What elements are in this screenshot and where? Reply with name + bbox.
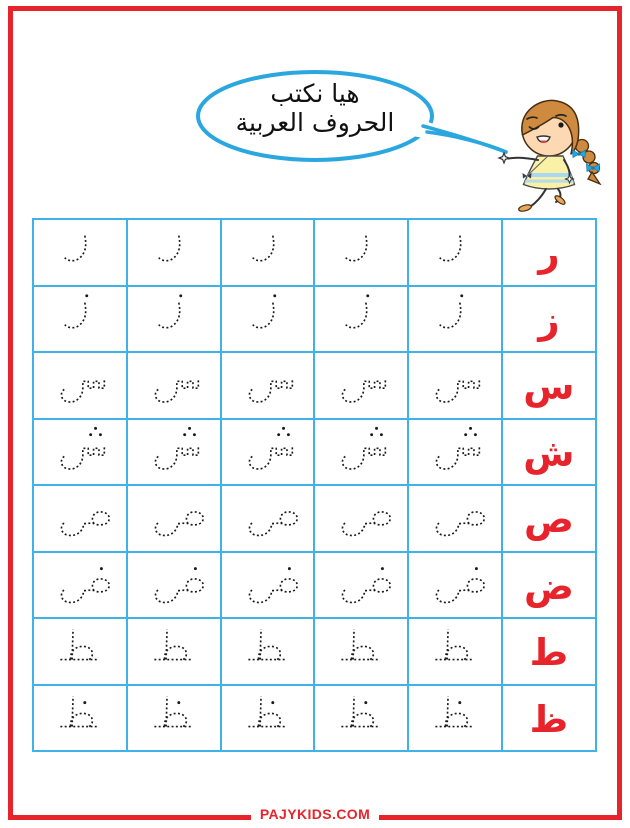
letter-cell	[501, 287, 595, 352]
trace-letter-glyph	[34, 420, 126, 485]
trace-letter-glyph	[222, 619, 314, 684]
trace-cell	[34, 420, 126, 485]
trace-letter-glyph	[34, 686, 126, 751]
solid-letter-glyph	[503, 553, 595, 618]
trace-cell	[220, 486, 314, 551]
trace-letter-glyph	[34, 353, 126, 418]
letter-cell	[501, 486, 595, 551]
trace-cell	[126, 619, 220, 684]
trace-cell	[126, 686, 220, 751]
footer	[0, 806, 630, 824]
trace-letter-glyph	[222, 686, 314, 751]
solid-letter-glyph	[503, 619, 595, 684]
girl-left-arm	[508, 158, 538, 160]
trace-cell	[313, 353, 407, 418]
red-letter-text: ض	[524, 564, 575, 608]
girl-left-leg	[530, 189, 546, 207]
girl-left-foot	[518, 204, 532, 213]
trace-letter-glyph	[34, 220, 126, 285]
table-row	[34, 220, 595, 285]
trace-cell	[313, 686, 407, 751]
trace-letter-glyph	[409, 287, 501, 352]
trace-cell	[126, 220, 220, 285]
trace-letter-glyph	[128, 486, 220, 551]
red-letter-text: س	[523, 364, 575, 408]
trace-cell	[34, 486, 126, 551]
trace-cell	[126, 353, 220, 418]
trace-letter-glyph	[315, 353, 407, 418]
trace-cell	[407, 686, 501, 751]
trace-letter-glyph	[34, 619, 126, 684]
trace-letter-glyph	[222, 353, 314, 418]
trace-cell	[34, 686, 126, 751]
solid-letter-glyph	[503, 220, 595, 285]
trace-letter-glyph	[315, 287, 407, 352]
trace-cell	[407, 420, 501, 485]
trace-letter-glyph	[409, 619, 501, 684]
trace-cell	[313, 486, 407, 551]
trace-letter-glyph	[34, 287, 126, 352]
table-row	[34, 418, 595, 485]
trace-letter-glyph	[34, 486, 126, 551]
girl-left-hand	[499, 153, 509, 163]
trace-letter-glyph	[128, 619, 220, 684]
trace-letter-glyph	[222, 420, 314, 485]
girl-braid	[576, 140, 601, 185]
trace-letter-glyph	[222, 287, 314, 352]
trace-letter-glyph	[128, 287, 220, 352]
trace-cell	[313, 553, 407, 618]
trace-cell	[407, 220, 501, 285]
trace-cell	[220, 553, 314, 618]
trace-letter-glyph	[409, 220, 501, 285]
trace-cell	[34, 220, 126, 285]
trace-letter-glyph	[315, 220, 407, 285]
bubble-line-1: هيا نكتب	[270, 79, 360, 108]
table-row	[34, 684, 595, 751]
trace-letter-glyph	[409, 553, 501, 618]
red-letter-text: ظ	[529, 697, 569, 741]
trace-cell	[220, 287, 314, 352]
red-letter-text: ص	[524, 497, 575, 541]
trace-cell	[407, 287, 501, 352]
solid-letter-glyph	[503, 686, 595, 751]
trace-cell	[126, 420, 220, 485]
trace-letter-glyph	[222, 486, 314, 551]
trace-cell	[220, 686, 314, 751]
trace-cell	[407, 353, 501, 418]
trace-letter-glyph	[315, 420, 407, 485]
table-row	[34, 617, 595, 684]
trace-letter-glyph	[315, 486, 407, 551]
trace-letter-glyph	[128, 220, 220, 285]
solid-letter-glyph	[503, 486, 595, 551]
footer-site: PAJYKIDS.COM	[251, 806, 379, 823]
trace-letter-glyph	[409, 420, 501, 485]
trace-cell	[34, 553, 126, 618]
red-letter-text: ش	[523, 431, 575, 475]
red-letter-text: ر	[538, 231, 560, 275]
letter-cell	[501, 619, 595, 684]
trace-cell	[126, 287, 220, 352]
letter-cell	[501, 686, 595, 751]
trace-cell	[220, 420, 314, 485]
trace-cell	[34, 287, 126, 352]
girl-character-illustration	[492, 96, 618, 218]
trace-letter-glyph	[34, 553, 126, 618]
trace-cell	[313, 420, 407, 485]
trace-letter-glyph	[222, 220, 314, 285]
trace-letter-glyph	[315, 619, 407, 684]
table-row	[34, 551, 595, 618]
trace-cell	[407, 619, 501, 684]
trace-cell	[126, 553, 220, 618]
trace-letter-glyph	[409, 353, 501, 418]
trace-letter-glyph	[315, 686, 407, 751]
trace-table	[32, 218, 597, 752]
letter-cell	[501, 353, 595, 418]
trace-letter-glyph	[128, 420, 220, 485]
trace-cell	[220, 220, 314, 285]
speech-bubble-text	[205, 79, 425, 137]
table-row	[34, 285, 595, 352]
red-letter-text: ز	[538, 298, 560, 342]
trace-cell	[313, 619, 407, 684]
solid-letter-glyph	[503, 287, 595, 352]
red-letter-text: ط	[529, 630, 569, 674]
letter-cell	[501, 220, 595, 285]
trace-cell	[220, 619, 314, 684]
trace-cell	[34, 619, 126, 684]
trace-letter-glyph	[128, 553, 220, 618]
trace-cell	[126, 486, 220, 551]
trace-cell	[313, 287, 407, 352]
trace-cell	[407, 553, 501, 618]
letter-cell	[501, 553, 595, 618]
solid-letter-glyph	[503, 353, 595, 418]
trace-letter-glyph	[409, 686, 501, 751]
solid-letter-glyph	[503, 420, 595, 485]
trace-cell	[220, 353, 314, 418]
trace-cell	[313, 220, 407, 285]
trace-letter-glyph	[128, 353, 220, 418]
bubble-line-2: الحروف العربية	[235, 108, 395, 137]
trace-cell	[407, 486, 501, 551]
trace-letter-glyph	[222, 553, 314, 618]
trace-letter-glyph	[315, 553, 407, 618]
letter-cell	[501, 420, 595, 485]
table-row	[34, 351, 595, 418]
trace-cell	[34, 353, 126, 418]
trace-letter-glyph	[128, 686, 220, 751]
table-row	[34, 484, 595, 551]
trace-letter-glyph	[409, 486, 501, 551]
